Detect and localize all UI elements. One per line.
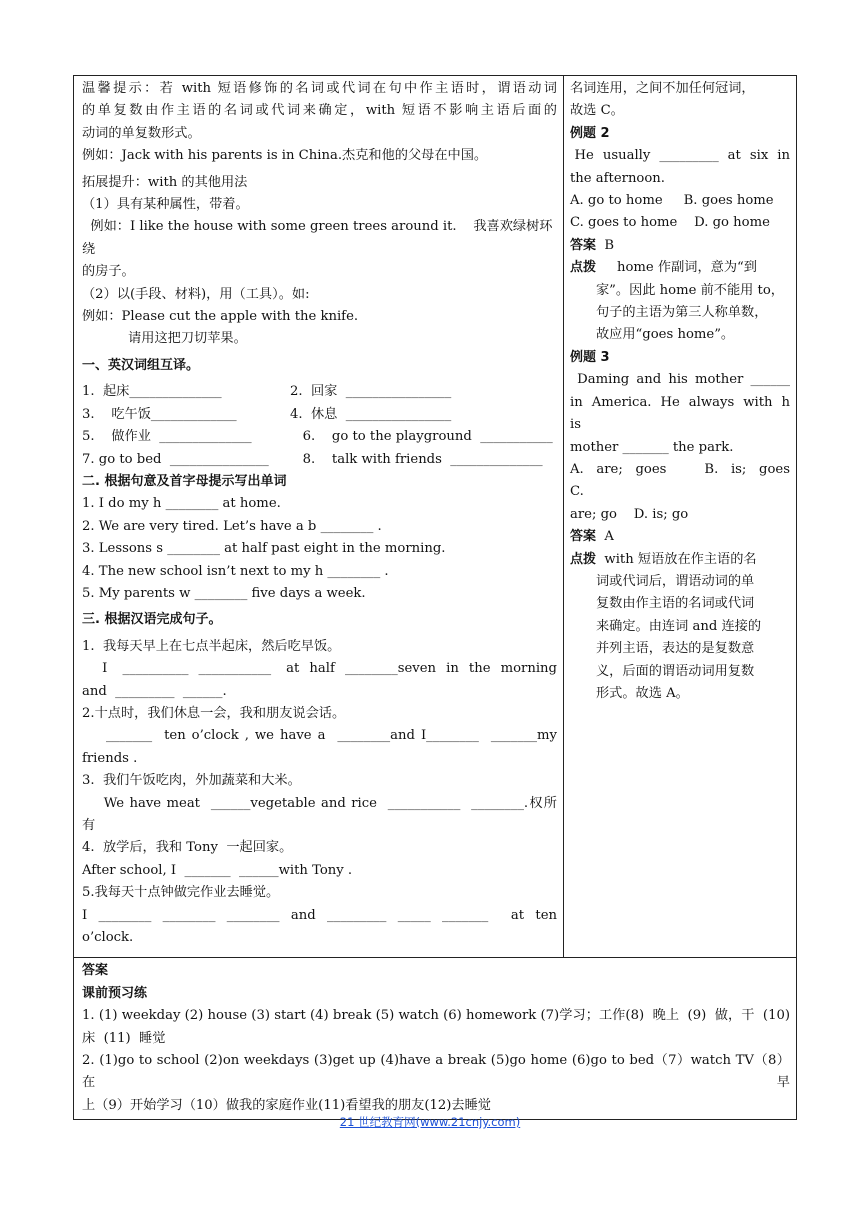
- example-3-question: in America. He always with his: [570, 394, 790, 433]
- tip-line: 动词的单复数形式。: [82, 125, 201, 141]
- note-line: 句子的主语为第三人称单数，: [596, 305, 768, 321]
- example-3-answer: [570, 526, 790, 548]
- left-column: [74, 76, 564, 958]
- example-3-question: mother _______ the park.: [570, 439, 734, 455]
- section-2-title: 二. 根据句意及首字母提示写出单词: [82, 473, 287, 489]
- list-item: 4. The new school isn’t next to my h ________ .: [82, 563, 389, 579]
- sentence-line: 3. 我们午饭吃肉，外加蔬菜和大米。: [82, 773, 301, 789]
- answer-label: 答案: [570, 529, 597, 545]
- section-3-title: 三. 根据汉语完成句子。: [82, 612, 222, 628]
- phrase-row: [82, 381, 557, 403]
- example-2-question: He usually _________ at six in: [570, 148, 790, 164]
- word-fill-list: [82, 493, 557, 605]
- extend-block: [82, 194, 557, 351]
- sentence-line: o’clock.: [82, 930, 134, 946]
- phrase-item: 4. 休息 ________________: [290, 406, 452, 422]
- note-line: 来确定。由连词 and 连接的: [596, 618, 762, 634]
- tip-line: 温馨提示：若 with 短语修饰的名词或代词在句中作主语时，谓语动词: [82, 81, 557, 96]
- example-3-title: 例题 3: [570, 349, 610, 365]
- example-2-option: C. goes to home D. go home: [570, 215, 770, 231]
- footer-link[interactable]: 21 世纪教育网(www.21cnjy.com): [339, 1115, 521, 1129]
- note-label: 点拨: [570, 260, 597, 276]
- phrase-translation-list: [82, 381, 557, 471]
- example-2-answer: [570, 235, 790, 257]
- answer-line: 床 (11) 睡觉: [82, 1030, 166, 1046]
- extend-line: （1）具有某种属性，带着。: [82, 197, 249, 213]
- right-column: [564, 76, 820, 958]
- example-1-tail: 名词连用，之间不加任何冠词，: [570, 81, 755, 96]
- phrase-row: [82, 449, 557, 471]
- sentence-line: I __________ ___________ at half ________seven in the morning: [82, 661, 557, 677]
- sentence-line: _______ ten o’clock , we have a ________and I________ _______my: [82, 728, 557, 744]
- note-line: home 作副词，意为“到: [616, 260, 757, 276]
- example-2-question: the afternoon.: [570, 170, 665, 186]
- answer-label: 答案: [570, 237, 597, 253]
- note-label: 点拨: [570, 551, 597, 567]
- answers-subtitle: 课前预习练: [82, 985, 148, 1001]
- extend-line: 请用这把刀切苹果。: [82, 331, 247, 347]
- note-line: 词或代词后，谓语动词的单: [596, 573, 755, 589]
- list-item: 1. I do my h ________ at home.: [82, 496, 281, 512]
- example-3-note: [570, 549, 790, 706]
- sentence-line: 1. 我每天早上在七点半起床，然后吃早饭。: [82, 638, 341, 654]
- example-2-option: A. go to home B. goes home: [570, 193, 774, 209]
- note-line: 并列主语，表达的是复数意: [596, 641, 755, 657]
- sentence-line: I ________ ________ ________ and _________ _____ _______ at ten: [82, 907, 557, 923]
- phrase-row: [82, 404, 557, 426]
- phrase-item: 7. go to bed _______________: [82, 451, 269, 467]
- sentence-line: 4. 放学后，我和 Tony 一起回家。: [82, 840, 293, 856]
- phrase-item: 1. 起床______________: [82, 384, 222, 400]
- example-3-option: A. are; goes B. is; goes C.: [570, 461, 820, 500]
- answer-line: 2. (1)go to school (2)on weekdays (3)get up (4)have a break (5)go home (6)go to bed（7）watch TV（8）在早: [82, 1053, 790, 1091]
- example-2-title: 例题 2: [570, 125, 610, 141]
- list-item: 3. Lessons s ________ at half past eight in the morning.: [82, 541, 446, 557]
- phrase-item: 5. 做作业 ______________: [82, 429, 252, 445]
- sentence-line: 5.我每天十点钟做完作业去睡觉。: [82, 885, 280, 901]
- sentence-line: and _________ ______.: [82, 683, 227, 699]
- list-item: 2. We are very tired. Let’s have a b ________ .: [82, 518, 382, 534]
- answers-title: 答案: [82, 963, 109, 979]
- extend-line: 的房子。: [82, 264, 135, 280]
- extend-title: 拓展提升：with 的其他用法: [82, 174, 248, 190]
- answer-value: B: [604, 237, 615, 253]
- note-line: 家”。因此 home 前不能用 to，: [596, 282, 784, 298]
- page: [73, 75, 820, 1120]
- phrase-item: 6. go to the playground ___________: [290, 429, 553, 445]
- phrase-item: 3. 吃午饭_____________: [82, 406, 237, 422]
- sentence-line: After school, I _______ ______with Tony .: [82, 862, 353, 878]
- answers-section: [74, 958, 797, 1120]
- tip-block: [82, 78, 557, 168]
- example-1-tail: 故选 C。: [570, 103, 624, 119]
- sentence-completion-list: [82, 636, 557, 950]
- answer-line: 上（9）开始学习（10）做我的家庭作业(11)看望我的朋友(12)去睡觉: [82, 1097, 491, 1113]
- phrase-item: 2. 回家 ________________: [290, 384, 452, 400]
- tip-example: 例如：Jack with his parents is in China.杰克和他的父母在中国。: [82, 148, 488, 164]
- sentence-line: We have meat ______vegetable and rice ___________ ________.权所: [82, 795, 557, 811]
- example-2-note: [570, 257, 790, 347]
- example-3-question: Daming and his mother ______: [570, 372, 791, 388]
- note-line: with 短语放在作主语的名: [604, 551, 757, 567]
- section-1-title: 一、英汉词组互译。: [82, 357, 200, 373]
- phrase-row: [82, 426, 557, 448]
- tip-line: 的单复数由作主语的名词或代词来确定，with 短语不影响主语后面的: [82, 103, 557, 119]
- example-3-option: are; go D. is; go: [570, 506, 689, 522]
- note-line: 故应用“goes home”。: [596, 327, 735, 343]
- note-line: 复数由作主语的名词或代词: [596, 596, 755, 612]
- answer-value: A: [604, 529, 614, 545]
- extend-line: 例如：Please cut the apple with the knife.: [82, 309, 359, 325]
- sentence-line: 2.十点时，我们休息一会，我和朋友说会话。: [82, 705, 346, 721]
- list-item: 5. My parents w ________ five days a week.: [82, 585, 366, 601]
- worksheet-table: [73, 75, 820, 1120]
- extend-line: 例如：I like the house with some green trees around it. 我喜欢绿树环绕: [82, 219, 553, 257]
- sentence-line: 有: [82, 818, 96, 833]
- answer-line: 1. (1) weekday (2) house (3) start (4) break (5) watch (6) homework (7)学习；工作(8) 晚上 (9) 做，干 (10): [82, 1008, 790, 1024]
- note-line: 义，后面的谓语动词用复数: [596, 663, 755, 679]
- extend-line: （2）以(手段、材料)，用（工具）。如:: [82, 286, 310, 302]
- sentence-line: friends .: [82, 750, 138, 766]
- note-line: 形式。故选 A。: [596, 685, 689, 701]
- phrase-item: 8. talk with friends ______________: [290, 451, 543, 467]
